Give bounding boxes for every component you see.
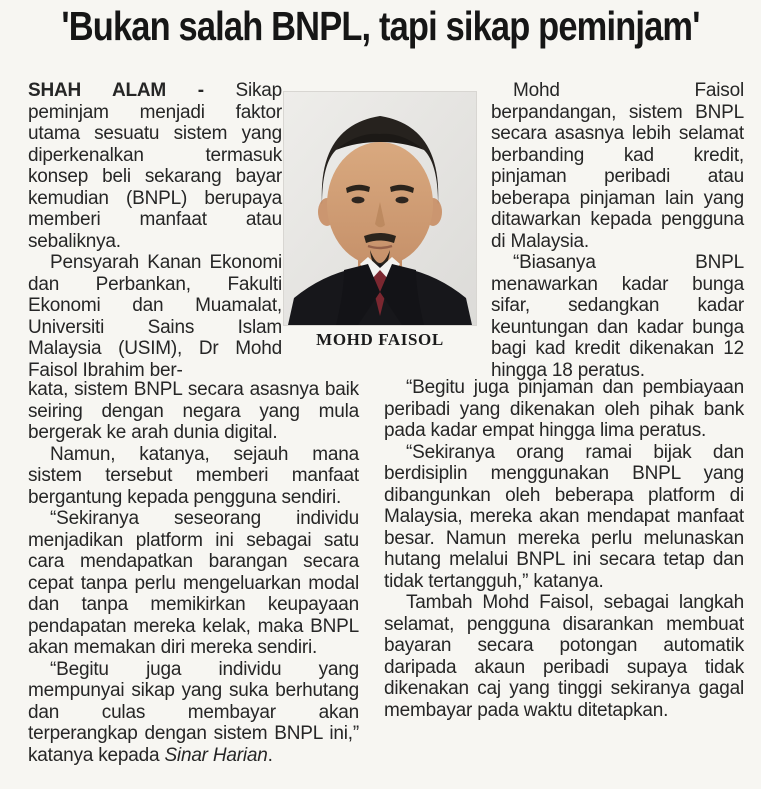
paragraph-lead bbox=[28, 80, 282, 252]
portrait-photo-graphic bbox=[284, 92, 476, 325]
paragraph: “Begitu juga pinjaman dan pembiayaan peribadi yang dikenakan oleh pihak bank pada kadar empat hingga lima peratus. bbox=[384, 377, 744, 441]
paragraph-text: Sikap peminjam menjadi faktor utama sesuatu sistem yang diperkenalkan termasuk konsep beli sekarang bayar kemudian (BNPL) berupaya memberi manfaat atau sebaliknya. bbox=[28, 80, 282, 252]
paragraph: kata, sistem BNPL secara asasnya baik seiring dengan negara yang mula bergerak ke arah dunia digital. bbox=[28, 379, 359, 443]
left-column-top bbox=[28, 80, 282, 381]
publication-name: Sinar Harian bbox=[164, 744, 268, 766]
paragraph: “Sekiranya orang ramai bijak dan berdisiplin menggunakan BNPL yang dibangunkan oleh beberapa platform di Malaysia, mereka akan mendapat manfaat besar. Namun mereka perlu melunaskan hutang melalui BNPL ini secara tetap dan tidak tertangguh,” katanya. bbox=[384, 441, 744, 592]
paragraph: “Sekiranya seseorang individu menjadikan platform ini sebagai satu cara mendapatkan barangan secara cepat tanpa perlu mengeluarkan modal dan tanpa memikirkan keupayaan pendapatan mereka kelak, maka BNPL akan memakan diri mereka sendiri. bbox=[28, 508, 359, 658]
right-column-top bbox=[491, 80, 744, 381]
photo-caption: MOHD FAISOL bbox=[316, 330, 444, 349]
paragraph: Tambah Mohd Faisol, sebagai langkah selamat, pengguna disarankan membuat bayaran secara potongan automatik daripada akaun peribadi supaya tidak dikenakan caj yang tinggi sekiranya gagal membayar pada waktu ditetapkan. bbox=[384, 592, 744, 721]
article-headline: 'Bukan salah BNPL, tapi sikap peminjam' bbox=[61, 3, 700, 49]
right-column-bottom bbox=[384, 377, 744, 721]
paragraph: “Biasanya BNPL menawarkan kadar bunga sifar, sedangkan kadar keuntungan dan kadar bunga bagi kad kredit dikenakan 12 hingga 18 peratus. bbox=[491, 252, 744, 381]
left-column-bottom bbox=[28, 379, 359, 766]
paragraph-text: . bbox=[267, 744, 273, 766]
paragraph: Namun, katanya, sejauh mana sistem tersebut memberi manfaat bergantung kepada pengguna sendiri. bbox=[28, 443, 359, 508]
portrait-photo bbox=[284, 92, 476, 325]
paragraph-text: “Begitu juga individu yang mempunyai sikap yang suka berhutang dan culas membayar akan terperangkap dengan sistem BNPL ini,” katanya kepada bbox=[28, 658, 359, 766]
paragraph bbox=[28, 659, 359, 767]
paragraph: Mohd Faisol berpandangan, sistem BNPL secara asasnya lebih selamat berbanding kad kredit, pinjaman peribadi atau beberapa pinjaman lain yang ditawarkan kepada pengguna di Malaysia. bbox=[491, 80, 744, 252]
dateline: SHAH ALAM - bbox=[28, 80, 236, 101]
paragraph: Pensyarah Kanan Ekonomi dan Perbankan, Fakulti Ekonomi dan Muamalat, Universiti Sains Islam Malaysia (USIM), Dr Mohd Faisol Ibrahim ber- bbox=[28, 252, 282, 381]
